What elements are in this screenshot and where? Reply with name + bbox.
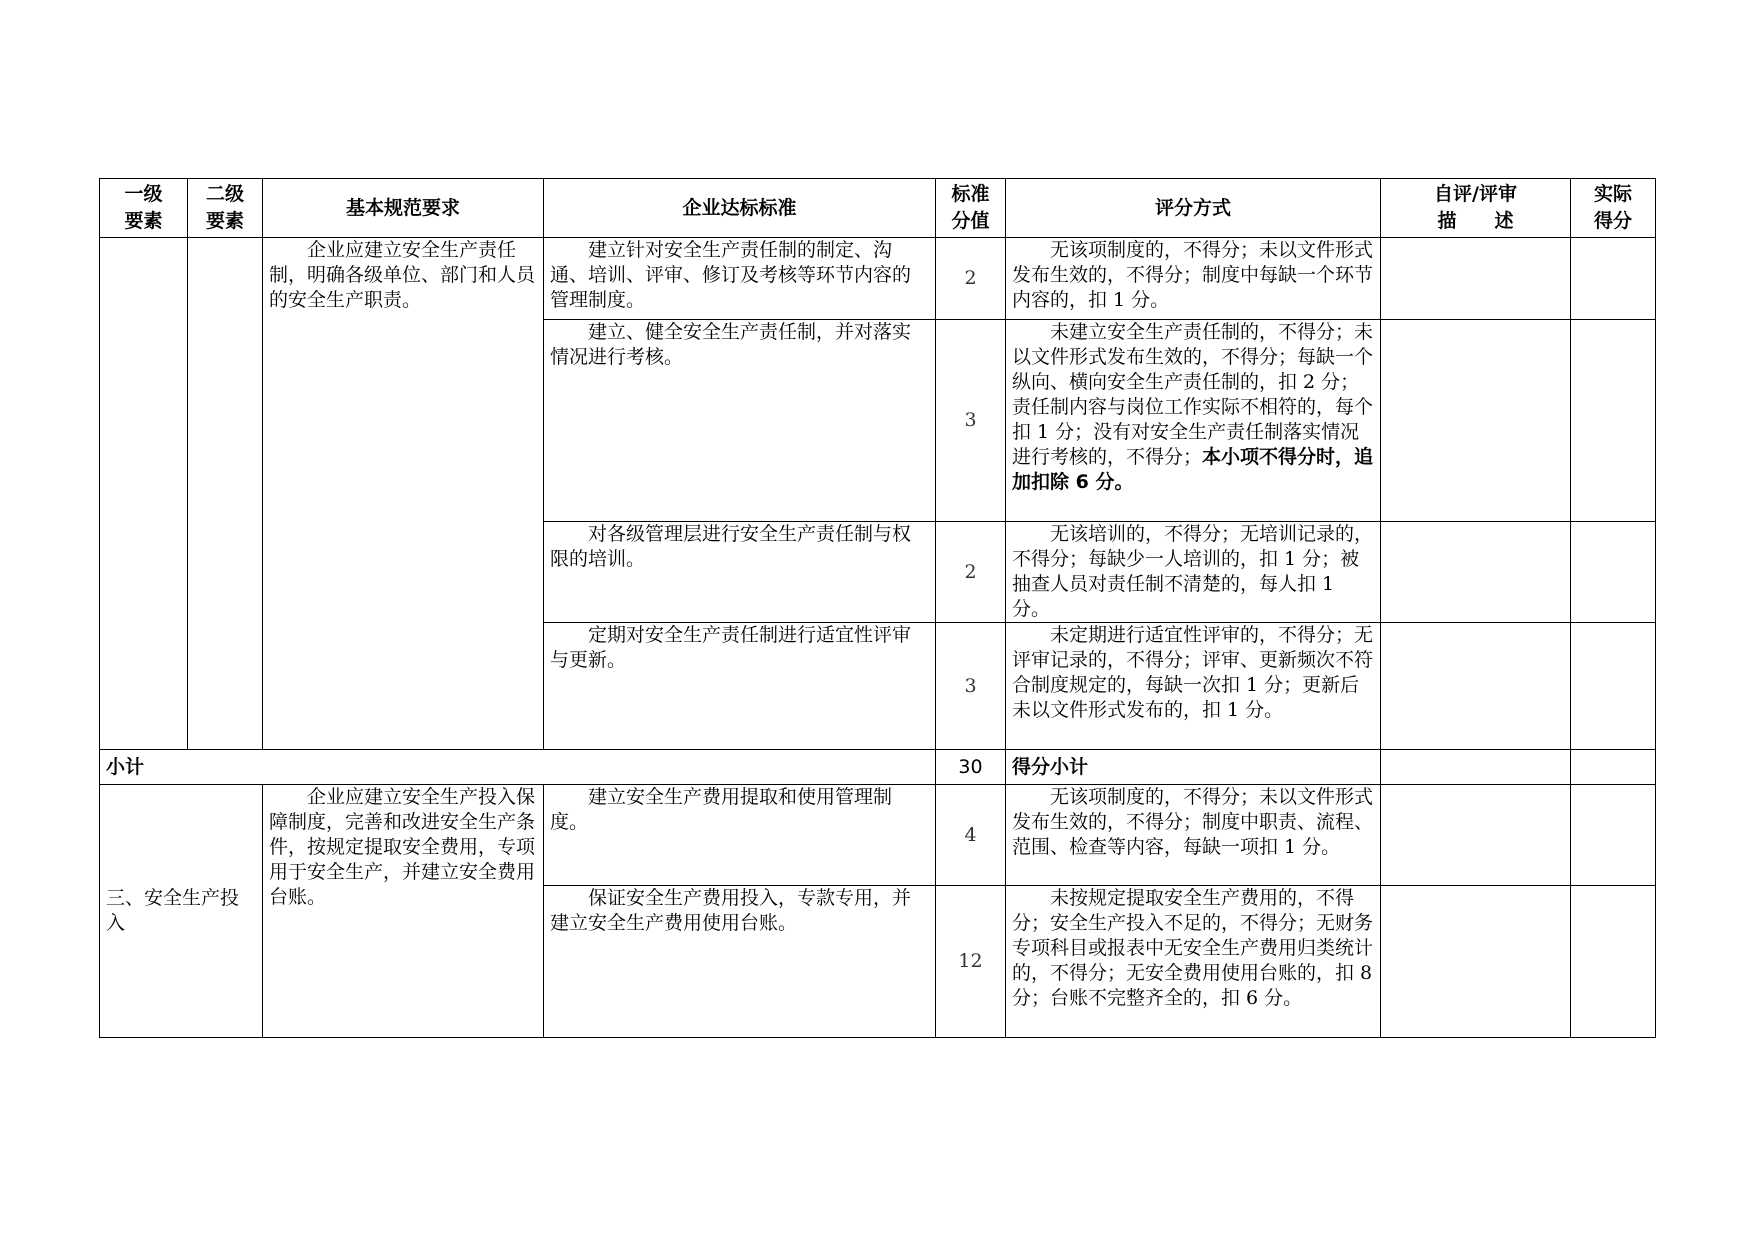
score-cell: 2 xyxy=(936,522,1006,623)
method-text: 未建立安全生产责任制的，不得分；未以文件形式发布生效的，不得分；每缺一个纵向、横向安全生产责任制的，扣 2 分；责任制内容与岗位工作实际不相符的，每个扣 1 分；没有对安全生产责任制落实情况进行考核的，不得分； xyxy=(1012,321,1374,468)
actual-score-cell xyxy=(1571,785,1656,886)
description-cell xyxy=(1381,785,1571,886)
method-cell xyxy=(1006,320,1381,522)
actual-score-cell xyxy=(1571,522,1656,623)
level2-cell xyxy=(188,238,263,750)
description-cell xyxy=(1381,320,1571,522)
header-description: 自评/评审 描 述 xyxy=(1381,179,1571,238)
header-score: 标准 分值 xyxy=(936,179,1006,238)
actual-score-cell xyxy=(1571,238,1656,320)
method-cell: 未按规定提取安全生产费用的，不得分；安全生产投入不足的，不得分；无财务专项科目或报表中无安全生产费用归类统计的，不得分；无安全费用使用台账的，扣 8 分；台账不完整齐全的，扣 6 分。 xyxy=(1006,886,1381,1038)
score-cell: 3 xyxy=(936,320,1006,522)
score-subtotal-label: 得分小计 xyxy=(1006,750,1381,785)
subtotal-label: 小计 xyxy=(100,750,936,785)
header-requirement: 基本规范要求 xyxy=(263,179,544,238)
standard-cell: 建立安全生产费用提取和使用管理制度。 xyxy=(544,785,936,886)
description-cell xyxy=(1381,238,1571,320)
method-bold-text: 本小项不得分时，追加扣除 6 分。 xyxy=(1012,446,1374,493)
subtotal-row xyxy=(100,750,1656,785)
description-cell xyxy=(1381,623,1571,750)
evaluation-table xyxy=(99,178,1656,1038)
header-actual: 实际 得分 xyxy=(1571,179,1656,238)
method-cell: 无该项制度的，不得分；未以文件形式发布生效的，不得分；制度中职责、流程、范围、检查等内容，每缺一项扣 1 分。 xyxy=(1006,785,1381,886)
score-cell: 12 xyxy=(936,886,1006,1038)
description-cell xyxy=(1381,522,1571,623)
standard-cell: 对各级管理层进行安全生产责任制与权限的培训。 xyxy=(544,522,936,623)
requirement-cell: 企业应建立安全生产责任制，明确各级单位、部门和人员的安全生产职责。 xyxy=(263,238,544,750)
standard-cell: 定期对安全生产责任制进行适宜性评审与更新。 xyxy=(544,623,936,750)
actual-score-cell xyxy=(1571,886,1656,1038)
description-cell xyxy=(1381,750,1571,785)
header-standard: 企业达标标准 xyxy=(544,179,936,238)
method-cell: 未定期进行适宜性评审的，不得分；无评审记录的，不得分；评审、更新频次不符合制度规定的，每缺一次扣 1 分；更新后未以文件形式发布的，扣 1 分。 xyxy=(1006,623,1381,750)
actual-score-cell xyxy=(1571,320,1656,522)
method-cell: 无该项制度的，不得分；未以文件形式发布生效的，不得分；制度中每缺一个环节内容的，扣 1 分。 xyxy=(1006,238,1381,320)
level1-cell: 三、安全生产投入 xyxy=(100,785,263,1038)
header-row xyxy=(100,179,1656,238)
score-cell: 3 xyxy=(936,623,1006,750)
standard-cell: 建立、健全安全生产责任制，并对落实情况进行考核。 xyxy=(544,320,936,522)
table-row xyxy=(100,785,1656,886)
score-cell: 4 xyxy=(936,785,1006,886)
method-cell: 无该培训的，不得分；无培训记录的，不得分；每缺少一人培训的，扣 1 分；被抽查人员对责任制不清楚的，每人扣 1 分。 xyxy=(1006,522,1381,623)
header-method: 评分方式 xyxy=(1006,179,1381,238)
table-row xyxy=(100,238,1656,320)
standard-cell: 保证安全生产费用投入，专款专用，并建立安全生产费用使用台账。 xyxy=(544,886,936,1038)
level1-cell xyxy=(100,238,188,750)
header-level2: 二级 要素 xyxy=(188,179,263,238)
standard-cell: 建立针对安全生产责任制的制定、沟通、培训、评审、修订及考核等环节内容的管理制度。 xyxy=(544,238,936,320)
actual-score-cell xyxy=(1571,750,1656,785)
description-cell xyxy=(1381,886,1571,1038)
actual-score-cell xyxy=(1571,623,1656,750)
subtotal-value: 30 xyxy=(936,750,1006,785)
requirement-cell: 企业应建立安全生产投入保障制度，完善和改进安全生产条件，按规定提取安全费用，专项用于安全生产，并建立安全费用台账。 xyxy=(263,785,544,1038)
header-level1: 一级 要素 xyxy=(100,179,188,238)
score-cell: 2 xyxy=(936,238,1006,320)
